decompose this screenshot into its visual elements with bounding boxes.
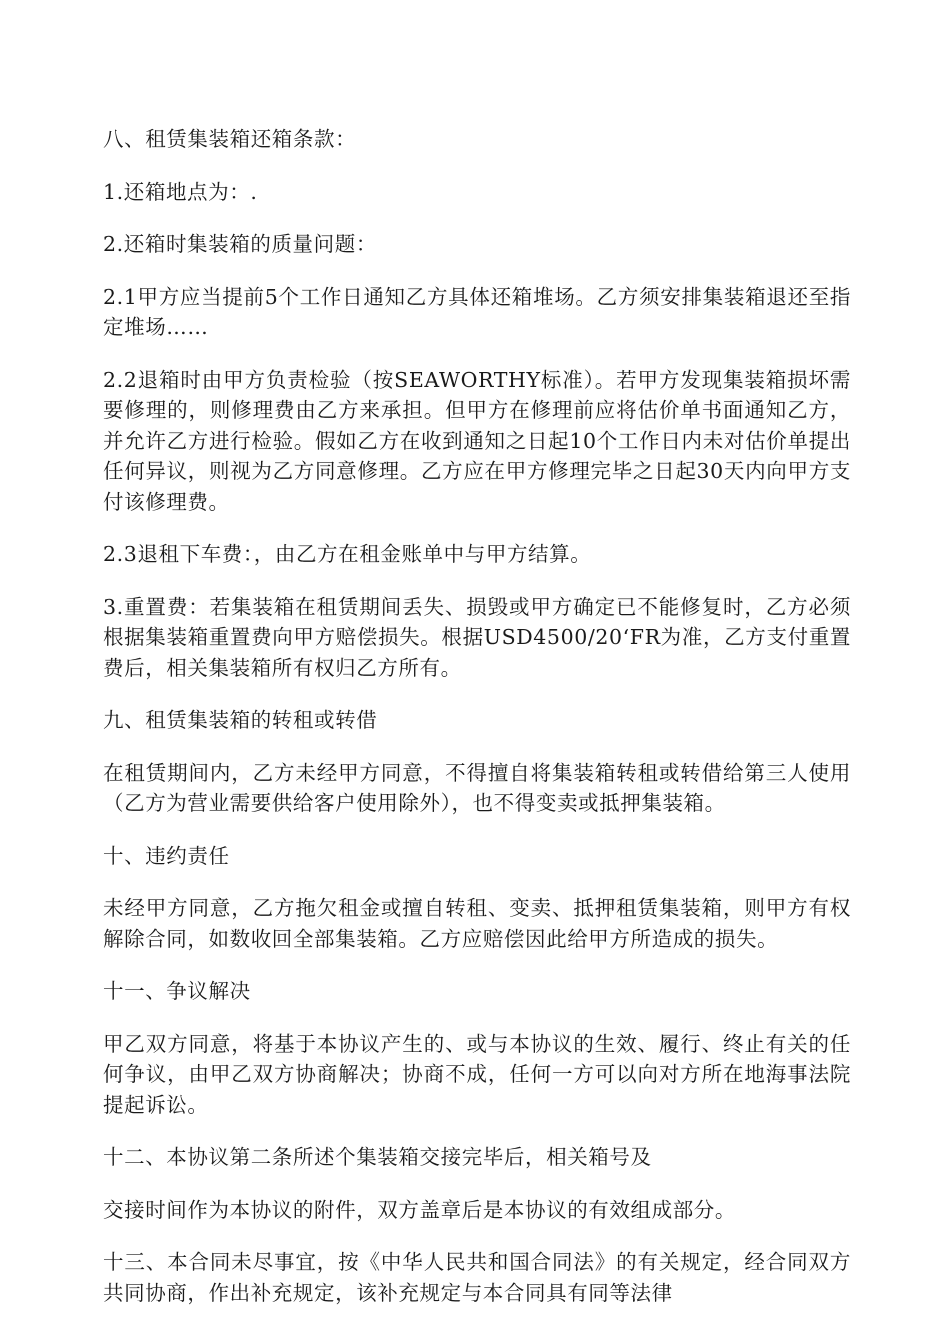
section-thirteen: 十三、本合同未尽事宜，按《中华人民共和国合同法》的有关规定，经合同双方共同协商，作出补充规定，该补充规定与本合同具有同等法律: [103, 1250, 851, 1305]
clause-2-3: 2.3退租下车费：，由乙方在租金账单中与甲方结算。: [103, 542, 592, 566]
clause-return-quality: 2.还箱时集装箱的质量问题：: [103, 232, 377, 256]
section-heading-return-terms: 八、租赁集装箱还箱条款：: [103, 127, 357, 151]
section-heading-sublease: 九、租赁集装箱的转租或转借: [103, 708, 378, 732]
section-twelve: 十二、本协议第二条所述个集装箱交接完毕后，相关箱号及: [103, 1145, 652, 1169]
section-heading-dispute: 十一、争议解决: [103, 979, 251, 1003]
clause-return-location: 1.还箱地点为：.: [103, 179, 258, 204]
clause-2-2: 2.2退箱时由甲方负责检验（按SEAWORTHY标准）。若甲方发现集装箱损坏需要修理的，则修理费由乙方来承担。但甲方在修理前应将估价单书面通知乙方，并允许乙方进行检验。假如乙方在收到通知之日起10个工作日内未对估价单提出任何异议，则视为乙方同意修理。乙方应在甲方修理完毕之日起30天内向甲方支付该修理费。: [103, 367, 851, 514]
sublease-paragraph: 在租赁期间内，乙方未经甲方同意，不得擅自将集装箱转租或转借给第三人使用（乙方为营业需要供给客户使用除外），也不得变卖或抵押集装箱。: [103, 760, 851, 815]
dispute-paragraph: 甲乙双方同意，将基于本协议产生的、或与本协议的生效、履行、终止有关的任何争议，由甲乙双方协商解决；协商不成，任何一方可以向对方所在地海事法院提起诉讼。: [103, 1031, 851, 1117]
clause-2-1: 2.1甲方应当提前5个工作日通知乙方具体还箱堆场。乙方须安排集装箱退还至指定堆场……: [103, 284, 851, 339]
section-twelve-continued: 交接时间作为本协议的附件，双方盖章后是本协议的有效组成部分。: [103, 1197, 736, 1222]
document-body: [103, 124, 851, 1330]
liability-paragraph: 未经甲方同意，乙方拖欠租金或擅自转租、变卖、抵押租赁集装箱，则甲方有权解除合同，如数收回全部集装箱。乙方应赔偿因此给甲方所造成的损失。: [103, 896, 851, 951]
section-heading-liability: 十、违约责任: [103, 843, 230, 868]
clause-3-replacement-fee: 3.重置费：若集装箱在租赁期间丢失、损毁或甲方确定已不能修复时，乙方必须根据集装箱重置费向甲方赔偿损失。根据USD4500/20‘FR为准，乙方支付重置费后，相关集装箱所有权归乙方所有。: [103, 594, 851, 680]
